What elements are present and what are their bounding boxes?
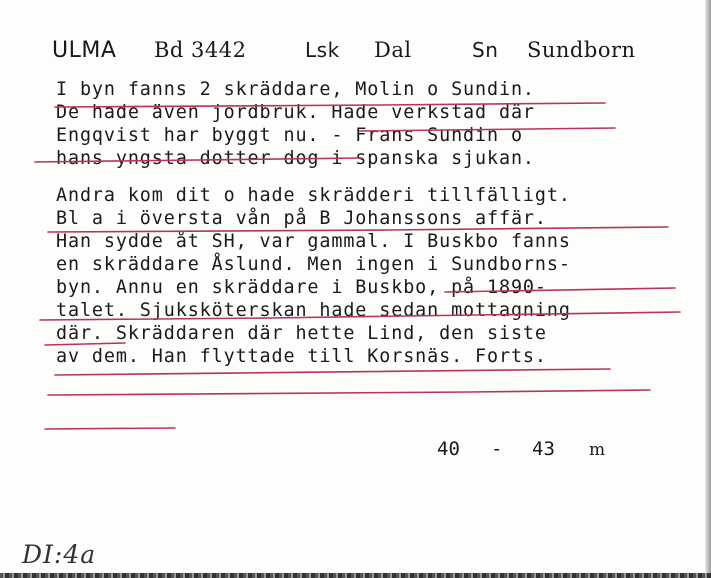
underline-7 — [45, 343, 125, 345]
underline-2 — [360, 128, 615, 131]
text-line-10: talet. Sjuksköterskan hade sedan mottagning — [56, 300, 571, 321]
volume-number: Bd 3442 — [154, 38, 247, 62]
text-line-11: där. Skräddaren där hette Lind, den siste — [56, 323, 547, 344]
card-edge-shadow — [705, 0, 711, 578]
underline-4 — [48, 227, 668, 232]
underline-5 — [445, 288, 675, 292]
archive-name: ULMA — [52, 38, 117, 63]
underline-6 — [40, 312, 680, 320]
text-line-9: byn. Annu en skräddare i Buskbo, på 1890- — [56, 277, 547, 298]
parish-value: Sundborn — [527, 38, 636, 62]
province-value: Dal — [374, 38, 412, 62]
underline-3 — [35, 158, 362, 162]
text-line-3: Engqvist har byggt nu. - Frans Sundin o — [56, 125, 523, 146]
underline-8 — [55, 369, 610, 375]
text-line-12: av dem. Han flyttade till Korsnäs. Forts. — [56, 346, 547, 367]
reference-dash: - — [491, 438, 503, 460]
underline-1 — [55, 103, 605, 107]
parish-label: Sn — [472, 38, 499, 62]
underline-9 — [48, 390, 650, 395]
province-label: Lsk — [305, 38, 340, 62]
reference-to: 43 — [532, 438, 555, 460]
text-line-6: Bl a i översta vån på B Johanssons affär. — [56, 208, 547, 229]
text-line-1: I byn fanns 2 skräddare, Molin o Sundin. — [56, 79, 535, 100]
text-line-2: De hade även jordbruk. Hade verkstad där — [56, 102, 535, 123]
underline-10 — [45, 428, 175, 429]
text-line-7: Han sydde åt SH, var gammal. I Buskbo fanns — [56, 231, 571, 252]
text-line-4: hans yngsta dotter dog i spanska sjukan. — [56, 148, 535, 169]
text-line-8: en skräddare Åslund. Men ingen i Sundborns- — [56, 254, 571, 275]
card-bottom-edge — [0, 573, 711, 578]
text-line-5: Andra kom dit o hade skrädderi tillfälligt. — [56, 185, 571, 206]
handwritten-signature: DI:4a — [22, 540, 97, 569]
reference-unit: m — [589, 440, 606, 460]
reference-from: 40 — [437, 438, 460, 460]
